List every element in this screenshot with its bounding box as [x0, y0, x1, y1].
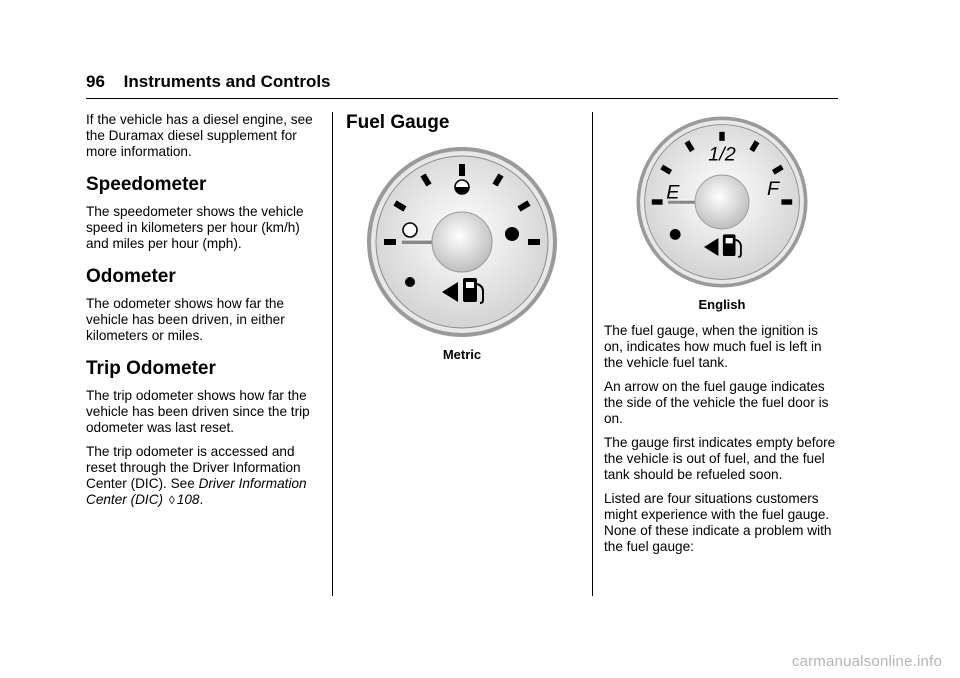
english-fuel-gauge [632, 112, 812, 292]
full-label: F [767, 177, 780, 200]
header-rule [86, 98, 838, 99]
half-label: 1/2 [708, 143, 736, 166]
fuel-gauge-paragraph-4: Listed are four situations customers might experience with the fuel gauge. None of these indicate a problem with the fuel gauge: [604, 491, 832, 554]
page-reference-icon: ◊ [168, 493, 175, 507]
fuel-gauge-heading: Fuel Gauge [346, 112, 450, 133]
column-divider [592, 112, 593, 596]
trip-odometer-heading: Trip Odometer [86, 358, 216, 379]
metric-gauge-illustration [346, 142, 578, 347]
watermark: carmanualsonline.info [791, 653, 942, 670]
odometer-paragraph: The odometer shows how far the vehicle has been driven, in either kilometers or miles. [86, 296, 285, 343]
dic-page-number[interactable]: 108 [176, 492, 200, 507]
page-number: 96 [86, 72, 105, 91]
english-caption: English [698, 297, 746, 312]
fuel-gauge-paragraph-1: The fuel gauge, when the ignition is on, indicates how much fuel is left in the vehicle fuel tank. [604, 323, 822, 370]
section-title: Instruments and Controls [123, 72, 331, 91]
dic-text-end: . [199, 492, 204, 507]
trip-odometer-dic-paragraph [86, 444, 324, 508]
empty-label: E [666, 181, 680, 204]
diesel-intro-paragraph: If the vehicle has a diesel engine, see the Duramax diesel supplement for more information. [86, 112, 313, 159]
column-middle [346, 112, 578, 363]
column-divider [332, 112, 333, 596]
fuel-gauge-paragraph-3: The gauge first indicates empty before the vehicle is out of fuel, and the fuel tank should be refueled soon. [604, 435, 836, 482]
fuel-gauge-paragraph-2: An arrow on the fuel gauge indicates the side of the vehicle the fuel door is on. [604, 379, 829, 426]
metric-fuel-gauge [362, 142, 562, 342]
page-header [86, 72, 838, 92]
column-right [604, 112, 840, 563]
odometer-heading: Odometer [86, 266, 176, 287]
dic-cross-reference-link[interactable]: Driver Information Center (DIC) [86, 476, 307, 507]
dic-text: The trip odometer is accessed and reset through the Driver Information Center (DIC). See [86, 444, 301, 491]
column-left [86, 112, 324, 516]
metric-caption: Metric [442, 347, 482, 362]
trip-odometer-paragraph: The trip odometer shows how far the vehicle has been driven since the trip odometer was last reset. [86, 388, 310, 435]
speedometer-heading: Speedometer [86, 174, 207, 195]
english-gauge-illustration [604, 112, 840, 297]
speedometer-paragraph: The speedometer shows the vehicle speed in kilometers per hour (km/h) and miles per hour (mph). [86, 204, 304, 251]
